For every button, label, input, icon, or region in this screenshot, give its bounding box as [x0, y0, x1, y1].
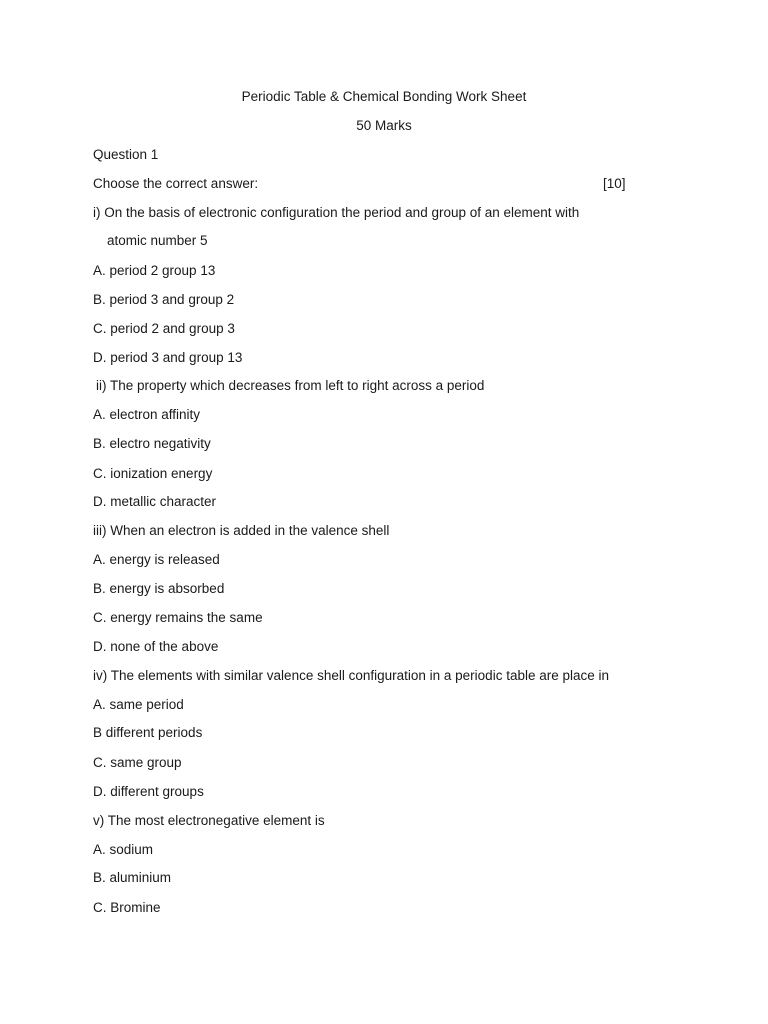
answer-option: A. sodium — [93, 842, 154, 857]
question-stem: i) On the basis of electronic configuration the period and group of an element with — [93, 205, 580, 220]
answer-option: B. aluminium — [93, 870, 172, 885]
answer-option: C. energy remains the same — [93, 610, 263, 625]
total-marks: 50 Marks — [356, 118, 412, 133]
answer-option: C. period 2 and group 3 — [93, 321, 235, 336]
answer-option: B. energy is absorbed — [93, 581, 225, 596]
question-stem: v) The most electronegative element is — [93, 813, 325, 828]
answer-option: A. energy is released — [93, 552, 220, 567]
question-instruction: Choose the correct answer: — [93, 176, 259, 191]
answer-option: D. none of the above — [93, 639, 219, 654]
question-stem: iv) The elements with similar valence shell configuration in a periodic table are place in — [93, 668, 610, 683]
answer-option: C. Bromine — [93, 900, 161, 915]
answer-option: C. same group — [93, 755, 182, 770]
answer-option: A. electron affinity — [93, 407, 201, 422]
question-marks: [10] — [603, 176, 626, 191]
answer-option: B different periods — [93, 725, 203, 740]
question-stem: ii) The property which decreases from left to right across a period — [96, 378, 485, 393]
answer-option: D. period 3 and group 13 — [93, 350, 243, 365]
question-stem-continuation: atomic number 5 — [107, 233, 208, 248]
worksheet-title: Periodic Table & Chemical Bonding Work Sheet — [241, 89, 527, 104]
answer-option: B. electro negativity — [93, 436, 211, 451]
answer-option: A. same period — [93, 697, 184, 712]
question-stem: iii) When an electron is added in the valence shell — [93, 523, 390, 538]
answer-option: C. ionization energy — [93, 466, 213, 481]
question-heading: Question 1 — [93, 147, 159, 162]
answer-option: D. different groups — [93, 784, 204, 799]
answer-option: D. metallic character — [93, 494, 217, 509]
answer-option: A. period 2 group 13 — [93, 263, 216, 278]
answer-option: B. period 3 and group 2 — [93, 292, 235, 307]
